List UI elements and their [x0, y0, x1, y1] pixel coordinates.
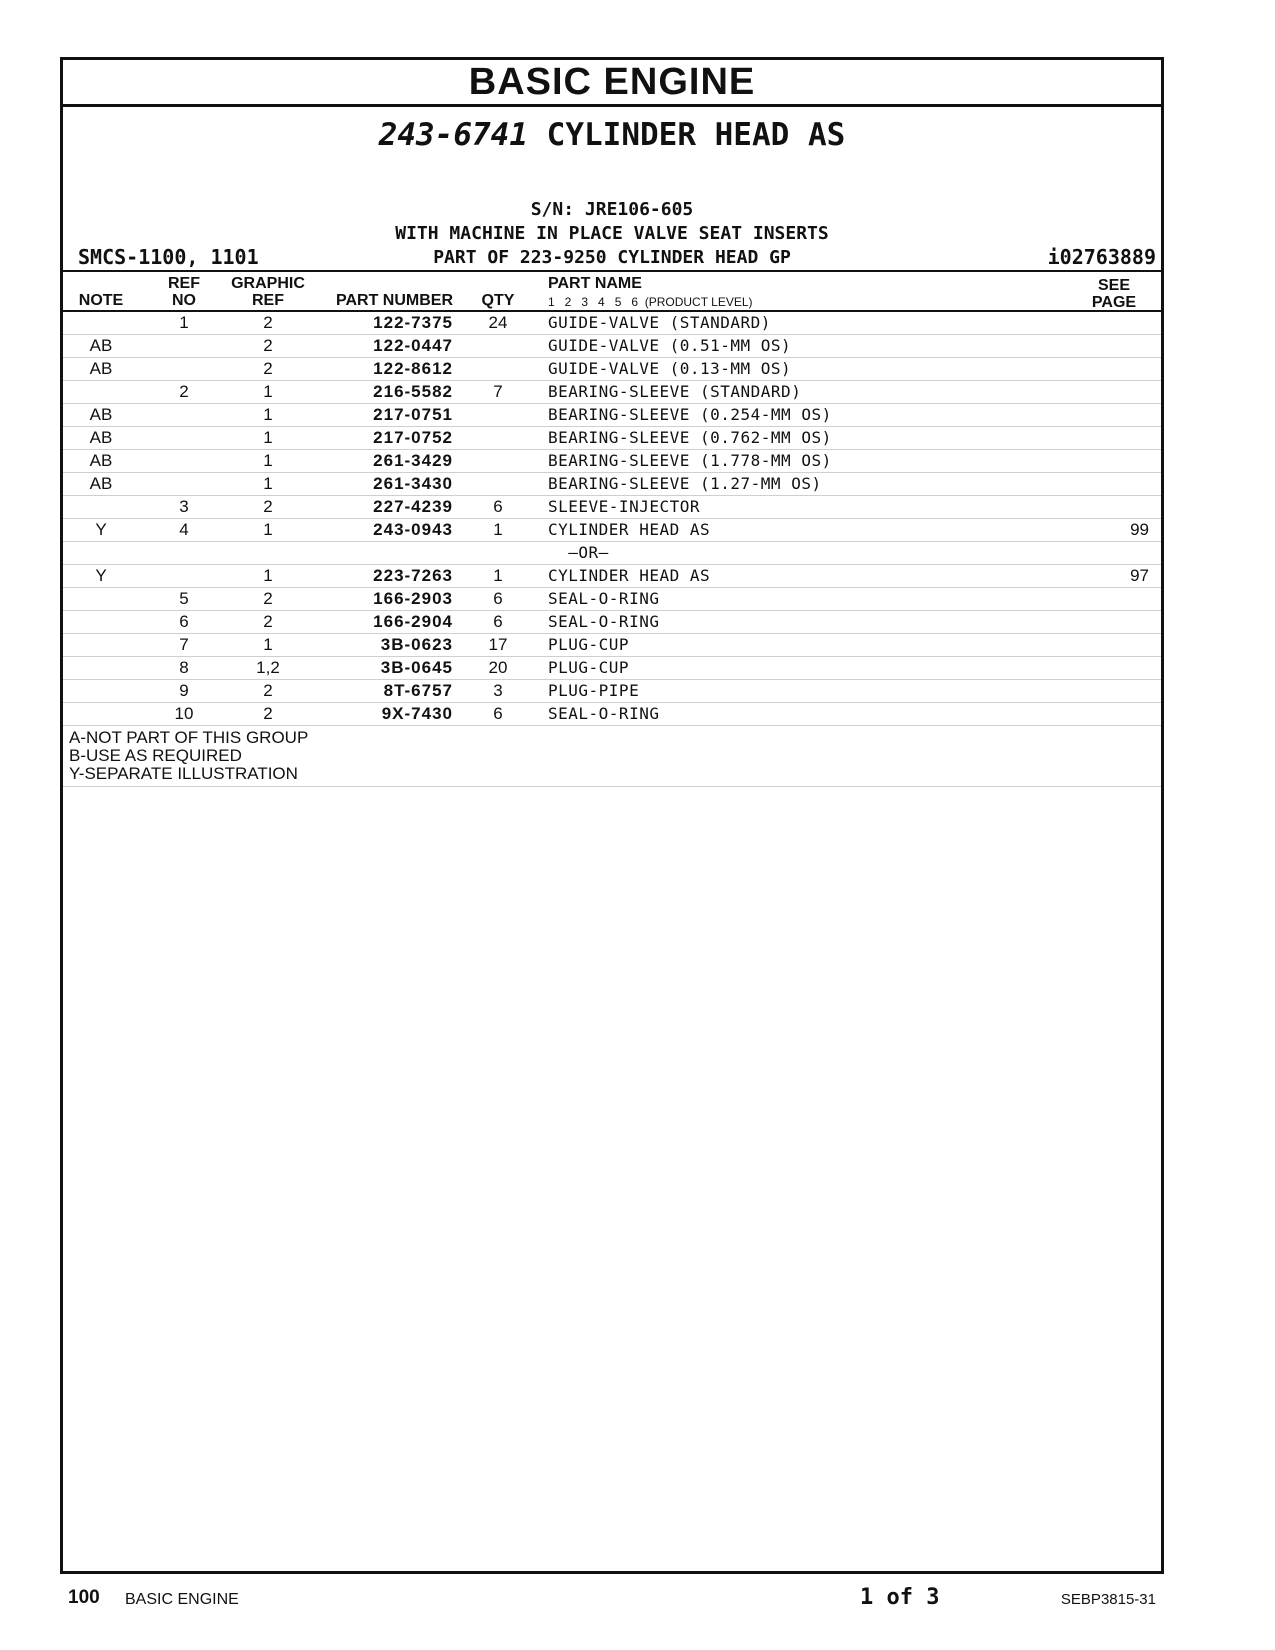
table-row	[63, 680, 1161, 703]
serial-number: S/N: JRE106-605	[530, 199, 694, 220]
cell-graphic-ref: 1	[263, 382, 273, 401]
header-ref-no: REF NO	[168, 275, 200, 309]
cell-graphic-ref: 2	[263, 359, 273, 378]
cell-part-number: 166-2903	[373, 589, 453, 608]
table-row	[63, 473, 1161, 496]
cell-ref-no: 8	[179, 658, 189, 677]
cell-note: Y	[95, 520, 107, 539]
cell-ref-no: 7	[179, 635, 189, 654]
cell-part-name: SEAL-O-RING	[548, 612, 660, 631]
header-qty: QTY	[481, 292, 515, 309]
cell-ref-no: 3	[179, 497, 189, 516]
cell-graphic-ref: 2	[263, 681, 273, 700]
cell-part-number: 223-7263	[373, 566, 453, 585]
cell-part-name: CYLINDER HEAD AS	[548, 520, 711, 539]
cell-note: AB	[89, 405, 113, 424]
cell-note: AB	[89, 336, 113, 355]
header-see-page: SEE PAGE	[1091, 277, 1137, 311]
cell-qty: 20	[488, 658, 508, 677]
cell-graphic-ref: 2	[263, 589, 273, 608]
cell-part-name: PLUG-CUP	[548, 658, 630, 677]
table-row	[63, 427, 1161, 450]
cell-ref-no: 5	[179, 589, 189, 608]
header-part-number: PART NUMBER	[335, 292, 453, 309]
cell-part-number: 122-7375	[373, 313, 453, 332]
cell-graphic-ref: 2	[263, 612, 273, 631]
document-id: i02763889	[1047, 245, 1156, 269]
cell-part-number: 216-5582	[373, 382, 453, 401]
note-y: Y-SEPARATE ILLUSTRATION	[69, 764, 298, 783]
cell-part-name: SLEEVE-INJECTOR	[548, 497, 700, 516]
cell-part-number: 166-2904	[373, 612, 453, 631]
cell-graphic-ref: 1	[263, 520, 273, 539]
cell-part-name: BEARING-SLEEVE (0.254-MM OS)	[548, 405, 832, 424]
table-row	[63, 565, 1161, 588]
table-row	[63, 611, 1161, 634]
note-a: A-NOT PART OF THIS GROUP	[69, 728, 309, 747]
cell-graphic-ref: 1	[263, 566, 273, 585]
cell-ref-no: 10	[174, 704, 194, 723]
table-row	[63, 703, 1161, 726]
table-row	[63, 657, 1161, 680]
page-footer	[60, 1583, 1164, 1613]
cell-see-page: 99	[1130, 520, 1149, 539]
table-row	[63, 404, 1161, 427]
cell-part-name: —OR—	[548, 543, 609, 562]
cell-note: AB	[89, 359, 113, 378]
cell-graphic-ref: 1	[263, 474, 273, 493]
cell-part-number: 3B-0623	[380, 635, 453, 654]
cell-qty: 7	[493, 382, 503, 401]
cell-graphic-ref: 2	[263, 313, 273, 332]
footer-document: SEBP3815-31	[1060, 1591, 1156, 1608]
cell-part-name: BEARING-SLEEVE (STANDARD)	[548, 382, 802, 401]
cell-graphic-ref: 1	[263, 405, 273, 424]
cell-part-number: 243-0943	[373, 520, 453, 539]
cell-part-number: 261-3429	[373, 451, 453, 470]
cell-part-number: 227-4239	[373, 497, 453, 516]
cell-note: Y	[95, 566, 107, 585]
cell-part-name: BEARING-SLEEVE (1.27-MM OS)	[548, 474, 822, 493]
cell-graphic-ref: 1	[263, 635, 273, 654]
assembly-name: CYLINDER HEAD AS	[546, 117, 846, 153]
cell-part-name: GUIDE-VALVE (0.51-MM OS)	[548, 336, 792, 355]
cell-part-number: 8T-6757	[383, 681, 453, 700]
table-header	[63, 272, 1161, 312]
footer-sheet: 1 of 3	[860, 1585, 940, 1610]
cell-qty: 3	[493, 681, 503, 700]
cell-ref-no: 9	[179, 681, 189, 700]
cell-part-name: BEARING-SLEEVE (1.778-MM OS)	[548, 451, 832, 470]
cell-note: AB	[89, 474, 113, 493]
cell-graphic-ref: 1	[263, 428, 273, 447]
cell-part-number: 122-0447	[373, 336, 453, 355]
cell-part-number: 122-8612	[373, 359, 453, 378]
assembly-part-of: PART OF 223-9250 CYLINDER HEAD GP	[433, 247, 791, 268]
cell-graphic-ref: 2	[263, 704, 273, 723]
cell-ref-no: 2	[179, 382, 189, 401]
cell-note: AB	[89, 428, 113, 447]
table-row	[63, 634, 1161, 657]
cell-part-name: SEAL-O-RING	[548, 704, 660, 723]
cell-part-number: 3B-0645	[380, 658, 453, 677]
header-part-name: PART NAME	[548, 275, 642, 292]
cell-part-number: 261-3430	[373, 474, 453, 493]
cell-qty: 6	[493, 704, 503, 723]
cell-qty: 1	[493, 566, 503, 585]
cell-part-name: GUIDE-VALVE (STANDARD)	[548, 313, 771, 332]
header-product-level: 1 2 3 4 5 6 (PRODUCT LEVEL)	[548, 295, 753, 309]
cell-ref-no: 4	[179, 520, 189, 539]
cell-qty: 6	[493, 612, 503, 631]
cell-part-name: PLUG-CUP	[548, 635, 630, 654]
assembly-part-number: 243-6741	[378, 117, 528, 153]
table-row	[63, 496, 1161, 519]
cell-qty: 6	[493, 589, 503, 608]
cell-part-number: 9X-7430	[381, 704, 453, 723]
cell-graphic-ref: 1	[263, 451, 273, 470]
page-frame	[60, 57, 1164, 1574]
assembly-title	[63, 117, 1161, 153]
cell-part-name: GUIDE-VALVE (0.13-MM OS)	[548, 359, 792, 378]
header-note: NOTE	[78, 292, 124, 309]
cell-qty: 1	[493, 520, 503, 539]
cell-part-number: 217-0751	[373, 405, 453, 424]
cell-part-name: SEAL-O-RING	[548, 589, 660, 608]
cell-graphic-ref: 2	[263, 336, 273, 355]
cell-see-page: 97	[1130, 566, 1149, 585]
cell-part-number: 217-0752	[373, 428, 453, 447]
table-row	[63, 450, 1161, 473]
cell-part-name: CYLINDER HEAD AS	[548, 566, 711, 585]
cell-qty: 24	[488, 313, 508, 332]
table-row	[63, 312, 1161, 335]
cell-graphic-ref: 2	[263, 497, 273, 516]
table-row	[63, 519, 1161, 542]
cell-ref-no: 6	[179, 612, 189, 631]
smcs-code: SMCS-1100, 1101	[78, 245, 259, 269]
assembly-header	[63, 107, 1161, 272]
table-row	[63, 335, 1161, 358]
assembly-description: WITH MACHINE IN PLACE VALVE SEAT INSERTS	[395, 223, 829, 244]
notes-block	[63, 726, 1161, 787]
table-row	[63, 542, 1161, 565]
section-title: BASIC ENGINE	[63, 60, 1161, 107]
cell-part-name: PLUG-PIPE	[548, 681, 640, 700]
parts-table-body	[63, 312, 1161, 726]
cell-note: AB	[89, 451, 113, 470]
footer-page-number: 100	[68, 1587, 100, 1608]
cell-qty: 6	[493, 497, 503, 516]
cell-ref-no: 1	[179, 313, 189, 332]
table-row	[63, 358, 1161, 381]
table-row	[63, 381, 1161, 404]
cell-graphic-ref: 1,2	[256, 658, 280, 677]
note-b: B-USE AS REQUIRED	[69, 746, 242, 765]
cell-part-name: BEARING-SLEEVE (0.762-MM OS)	[548, 428, 832, 447]
footer-section: BASIC ENGINE	[125, 1591, 239, 1608]
table-row	[63, 588, 1161, 611]
cell-qty: 17	[488, 635, 508, 654]
header-graphic-ref: GRAPHIC REF	[231, 275, 305, 309]
